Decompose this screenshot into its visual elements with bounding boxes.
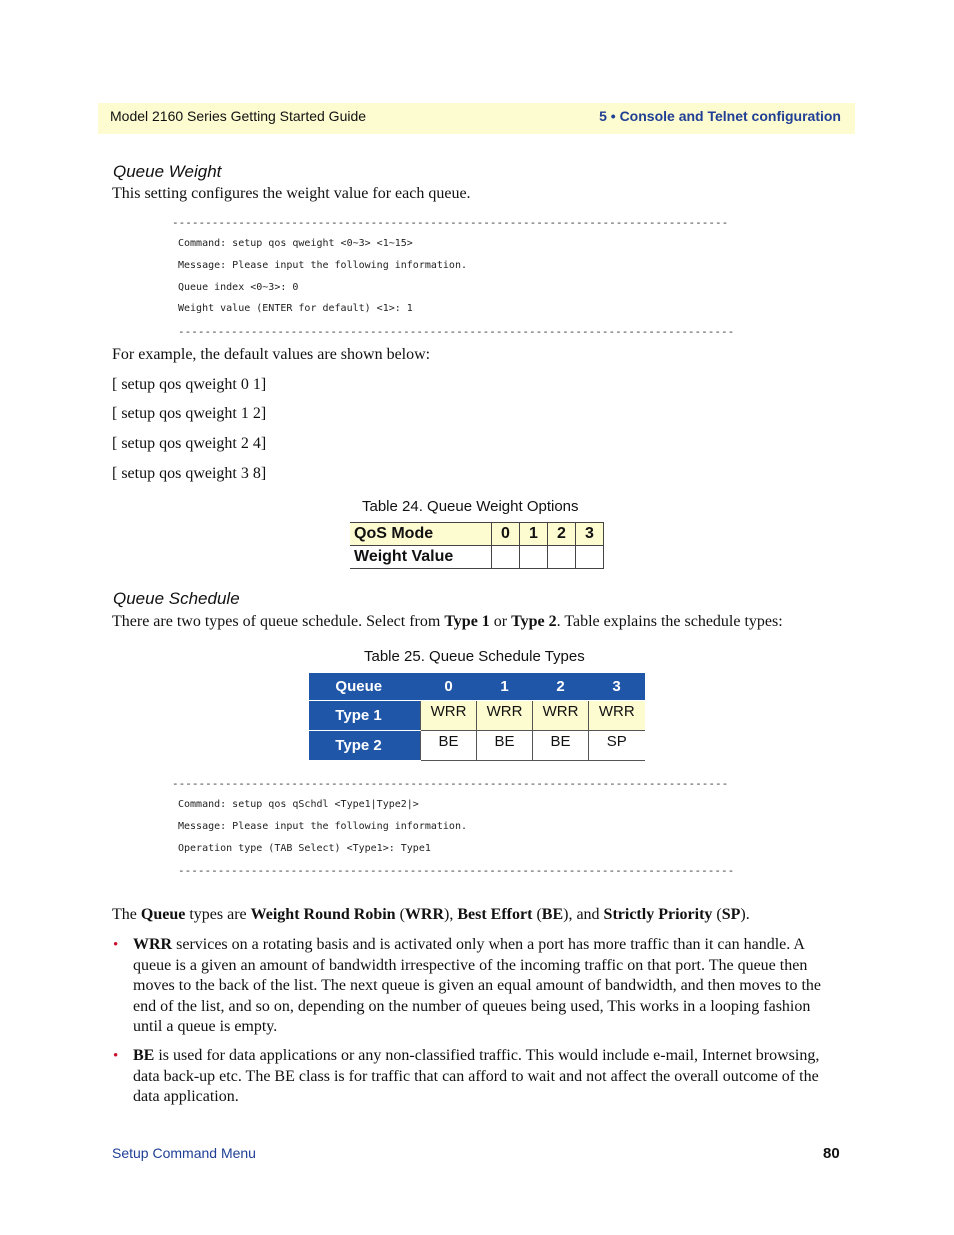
code-line: Command: setup qos qweight <0~3> <1~15> [178,238,413,249]
text-run: The [112,906,141,923]
table-row [309,701,645,731]
text-run: ( [712,906,722,923]
table-header-cell: 2 [533,673,589,701]
example-line: [ setup qos qweight 2 4] [112,435,267,452]
code-rule-top: ------------------------------------------------------------------------------------ [172,216,729,229]
text-run: types are [185,906,251,923]
code-line: Message: Please input the following information. [178,821,467,832]
table-cell: WRR [477,701,533,731]
code-rule-top: ------------------------------------------------------------------------------------ [172,777,729,790]
text-run: ). [740,906,750,923]
header-chapter-title: 5 • Console and Telnet configuration [599,108,841,124]
code-line: Command: setup qos qSchdl <Type1|Type2|> [178,799,419,810]
table-cell: BE [533,731,589,761]
code-rule-bottom: ------------------------------------------------------------------------------------ [178,325,735,338]
list-item [133,935,843,1038]
table-cell [548,546,576,569]
term: SP [721,906,741,923]
table-cell: 0 [492,523,520,546]
page-number: 80 [823,1145,840,1162]
text-run: There are two types of queue schedule. Select from [112,613,445,630]
text-run: or [489,613,512,630]
queue-weight-table [350,522,604,569]
example-line: [ setup qos qweight 3 8] [112,465,267,482]
bullet-term: WRR [133,936,173,953]
row-label: Type 1 [335,707,382,724]
bullet-body: is used for data applications or any non-classified traffic. This would include e-mail, Internet browsing, data back-up etc. The BE class is for traffic that can afford to wait and not affect the overall outcome of the data application. [133,1047,820,1105]
text-run: ( [532,906,542,923]
row-label-cell [309,701,421,731]
code-line: Queue index <0~3>: 0 [178,282,299,293]
table-cell: BE [477,731,533,761]
table-cell [520,546,548,569]
code-line: Operation type (TAB Select) <Type1>: Type1 [178,843,431,854]
running-header [98,103,855,134]
table-cell [492,546,520,569]
bullet-icon: • [113,937,119,953]
table-cell: WRR [589,701,645,731]
list-item [133,1046,843,1108]
term: Strictly Priority [603,906,713,923]
table-header-cell: 3 [589,673,645,701]
table-cell: SP [589,731,645,761]
example-line: [ setup qos qweight 1 2] [112,405,267,422]
table-header-cell [309,673,421,701]
queue-weight-intro: This setting configures the weight value for each queue. [112,185,471,202]
row-label: Type 2 [335,737,382,754]
table25-caption: Table 25. Queue Schedule Types [364,648,585,665]
code-line: Weight value (ENTER for default) <1>: 1 [178,303,413,314]
table-row [350,523,604,546]
term: WRR [404,906,445,923]
table-cell: WRR [421,701,477,731]
table-row [309,673,645,701]
bullet-term: BE [133,1047,155,1064]
term: BE [541,906,564,923]
code-line: Message: Please input the following information. [178,260,467,271]
table24-caption: Table 24. Queue Weight Options [362,498,579,515]
table-header-cell: 1 [477,673,533,701]
table-cell: 2 [548,523,576,546]
type1-term: Type 1 [444,613,490,630]
code-rule-bottom: ------------------------------------------------------------------------------------ [178,864,735,877]
queue-types-paragraph [112,905,750,925]
header-guide-title: Model 2160 Series Getting Started Guide [110,108,367,124]
queue-weight-heading: Queue Weight [113,162,222,181]
table-cell: Weight Value [350,546,492,569]
bullet-icon: • [113,1048,119,1064]
table-cell: WRR [533,701,589,731]
example-line: [ setup qos qweight 0 1] [112,376,267,393]
bullet-body: services on a rotating basis and is activated only when a port has more traffic than it can handle. A queue is a given an amount of bandwidth irrespective of the incoming traffic on that port. The queue then moves to the back of the list. The next queue is given an equal amount of bandwidth, and then moves to the end of the list, and so on, depending on the number of queues being used, This works in a looping fashion until a queue is empty. [133,936,821,1035]
header-label: Queue [335,678,383,695]
row-label-cell [309,731,421,761]
footer-section-title: Setup Command Menu [112,1145,256,1161]
table-row [309,731,645,761]
text-run: ), [444,906,458,923]
table-cell [576,546,604,569]
table-cell: BE [421,731,477,761]
table-cell: QoS Mode [350,523,492,546]
term: Weight Round Robin [250,906,396,923]
table-cell: 1 [520,523,548,546]
table-row [350,546,604,569]
queue-schedule-heading: Queue Schedule [113,589,240,608]
table-header-cell: 0 [421,673,477,701]
example-intro: For example, the default values are shown below: [112,346,431,363]
term: Queue [140,906,186,923]
queue-schedule-intro [112,612,783,632]
term: Best Effort [457,906,533,923]
table-cell: 3 [576,523,604,546]
text-run: ), and [563,906,604,923]
text-run: . Table explains the schedule types: [556,613,783,630]
queue-schedule-table [309,673,645,761]
type2-term: Type 2 [511,613,557,630]
text-run: ( [395,906,405,923]
